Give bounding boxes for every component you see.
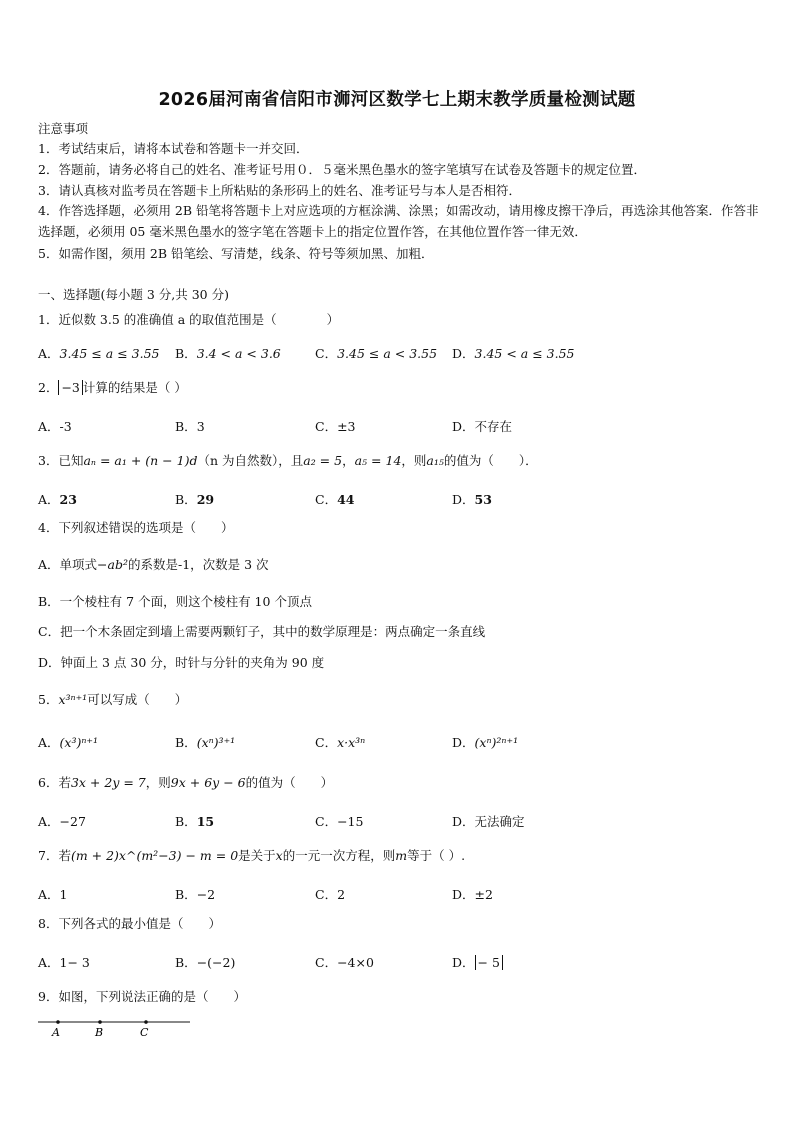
q7-mid2: 的一元一次方程，则	[282, 848, 396, 863]
q6-b-text: 15	[196, 814, 215, 829]
q6-expr: 9x + 6y − 6	[170, 775, 246, 790]
q3-stem: 3．已知aₙ = a₁ + (n − 1)d（n 为自然数），且a₂ = 5，a₅ = 14，则a₁₅的值为（ ）．	[38, 453, 538, 468]
q4-a-post: 的系数是-1，次数是 3 次	[127, 557, 269, 572]
q7-option-d: D．±2	[452, 887, 493, 902]
q7-d-text: ±2	[474, 887, 493, 902]
q7-b-text: −2	[196, 887, 216, 902]
q7-option-a: A．1	[38, 887, 68, 902]
q8-option-a: A．1− 3	[38, 955, 90, 970]
q5-option-a: A．(x³)ⁿ⁺¹	[38, 735, 99, 750]
notice-item-3: 3．请认真核对监考员在答题卡上所粘贴的条形码上的姓名、准考证号与本人是否相符．	[38, 183, 521, 198]
q6-option-b: B．15	[175, 814, 215, 829]
q7-m: m	[395, 848, 408, 863]
q2-c-text: ±3	[337, 419, 356, 434]
q1-d-text: 3.45 < a ≤ 3.55	[474, 346, 575, 361]
q2-stem	[38, 380, 187, 396]
q3-option-b: B．29	[175, 492, 215, 507]
q8-option-d: D． − 5	[452, 953, 503, 971]
q3-option-c: C．44	[315, 492, 355, 507]
q1-option-d: D．3.45 < a ≤ 3.55	[452, 346, 575, 361]
q3-option-a: A．23	[38, 492, 77, 507]
q2-num: 2．	[38, 380, 59, 395]
q3-a-text: 23	[59, 492, 77, 507]
q7-mid: 是关于	[238, 848, 276, 863]
point-b-label: B	[95, 1026, 104, 1039]
q3-option-d: D．53	[452, 492, 492, 507]
q6-option-c: C．−15	[315, 814, 364, 829]
point-c-label: C	[140, 1026, 149, 1039]
q1-a-text: 3.45 ≤ a ≤ 3.55	[59, 346, 160, 361]
notice-item-2: 2．答题前，请务必将自己的姓名、准考证号用０．５毫米黑色墨水的签字笔填写在试卷及答题卡的规定位置．	[38, 162, 646, 177]
notice-heading: 注意事项	[38, 121, 89, 136]
q1-stem: 1．近似数 3.5 的准确值 a 的取值范围是（ ）	[38, 312, 340, 327]
q2-b-text: 3	[196, 419, 205, 434]
q8-option-c: C．−4×0	[315, 955, 374, 970]
q3-cond2: a₅ = 14	[354, 453, 402, 468]
q2-d-text: 不存在	[474, 419, 513, 434]
q5-c-text: x·x³ⁿ	[337, 735, 366, 750]
exam-title: 2026届河南省信阳市浉河区数学七上期末教学质量检测试题	[158, 90, 636, 110]
point-a-dot	[56, 1020, 60, 1024]
q5-option-d: D．(xⁿ)²ⁿ⁺¹	[452, 735, 519, 750]
q1-option-b: B．3.4 < a < 3.6	[175, 346, 281, 361]
q4-option-c: C．把一个木条固定到墙上需要两颗钉子，其中的数学原理是：两点确定一条直线	[38, 624, 486, 639]
q8-option-b: B．−(−2)	[175, 955, 236, 970]
q4-option-a	[38, 557, 269, 573]
q6-a-text: −27	[59, 814, 86, 829]
q1-option-a: A．3.45 ≤ a ≤ 3.55	[38, 346, 160, 361]
q6-stem	[38, 775, 333, 791]
q2-option-a: A．-3	[38, 419, 72, 434]
point-a-label: A	[52, 1026, 60, 1039]
point-b-dot	[98, 1020, 102, 1024]
q5-num: 5．	[38, 692, 59, 707]
q5-expr: x³ⁿ⁺¹	[58, 692, 88, 707]
q1-c-text: 3.45 ≤ a < 3.55	[337, 346, 438, 361]
q9-line-figure	[36, 1014, 196, 1040]
q3-tail: 的值为（ ）．	[443, 453, 538, 468]
q5-b-text: (xⁿ)³⁺¹	[196, 735, 236, 750]
q4-a-pre: A．单项式	[38, 557, 98, 572]
q5-a-text: (x³)ⁿ⁺¹	[59, 735, 99, 750]
q3-mid: （n 为自然数），且	[197, 453, 304, 468]
q6-tail: 的值为（ ）	[245, 775, 334, 790]
q3-d-text: 53	[474, 492, 492, 507]
q6-cond: 3x + 2y = 7	[70, 775, 146, 790]
q7-var: x	[275, 848, 283, 863]
q7-eq: (m + 2)x^(m²−3) − m = 0	[70, 848, 239, 863]
q4-option-b: B．一个棱柱有 7 个面，则这个棱柱有 10 个顶点	[38, 594, 312, 609]
q3-target: a₁₅	[426, 453, 444, 468]
q7-pre: 7．若	[38, 848, 71, 863]
q5-d-text: (xⁿ)²ⁿ⁺¹	[474, 735, 519, 750]
notice-item-4: 4．作答选择题，必须用 2B 铅笔将答题卡上对应选项的方框涂满、涂黑；如需改动，请用橡皮擦干净后，再选涂其他答案．作答非选择题，必须用 05 毫米黑色墨水的签字笔在答题卡上的指定位置作答，在其他位置作答一律无效．	[38, 203, 759, 239]
q2-a-text: -3	[59, 419, 72, 434]
q6-c-text: −15	[337, 814, 364, 829]
q7-c-text: 2	[337, 887, 346, 902]
q4-option-d: D．钟面上 3 点 30 分，时针与分针的夹角为 90 度	[38, 655, 325, 670]
q1-option-c: C．3.45 ≤ a < 3.55	[315, 346, 438, 361]
q7-tail: 等于（ ）.	[407, 848, 466, 863]
q3-c-text: 44	[337, 492, 355, 507]
q2-option-b: B．3	[175, 419, 205, 434]
q8-stem: 8．下列各式的最小值是（ ）	[38, 916, 221, 931]
q6-option-a: A．−27	[38, 814, 86, 829]
q8-c-text: −4×0	[337, 955, 374, 970]
notice-item-5: 5．如需作图，须用 2B 铅笔绘、写清楚，线条、符号等须加黑、加粗．	[38, 246, 434, 261]
q4-a-expr: −ab²	[97, 557, 128, 572]
section-heading: 一、选择题(每小题 3 分,共 30 分)	[38, 287, 229, 302]
q9-stem: 9．如图，下列说法正确的是（ ）	[38, 989, 246, 1004]
q8-d-text: − 5	[475, 955, 503, 970]
q7-a-text: 1	[59, 887, 68, 902]
q8-a-text: 1− 3	[59, 955, 90, 970]
q5-stem	[38, 692, 187, 708]
q7-option-c: C．2	[315, 887, 346, 902]
q1-b-text: 3.4 < a < 3.6	[196, 346, 281, 361]
notice-item-1: 1．考试结束后，请将本试卷和答题卡一并交回．	[38, 141, 309, 156]
q5-tail: 可以写成（ ）	[87, 692, 188, 707]
point-c-dot	[144, 1020, 148, 1024]
q2-abs: −3	[58, 380, 82, 395]
q8-b-text: −(−2)	[196, 955, 236, 970]
q7-stem	[38, 848, 465, 864]
q3-cond1: a₂ = 5	[303, 453, 343, 468]
q2-option-d: D．不存在	[452, 419, 513, 434]
q6-pre: 6．若	[38, 775, 71, 790]
q3-formula: aₙ = a₁ + (n − 1)d	[83, 453, 198, 468]
q6-d-text: 无法确定	[474, 814, 525, 829]
q5-option-b: B．(xⁿ)³⁺¹	[175, 735, 236, 750]
q6-option-d: D．无法确定	[452, 814, 525, 829]
q4-stem: 4．下列叙述错误的选项是（ ）	[38, 520, 234, 535]
q2-option-c: C．±3	[315, 419, 356, 434]
q5-option-c: C．x·x³ⁿ	[315, 735, 366, 750]
q3-post: ，则	[401, 453, 427, 468]
q6-mid: ，则	[145, 775, 171, 790]
q2-tail: 计算的结果是（ ）	[82, 380, 187, 395]
q3-b-text: 29	[196, 492, 215, 507]
q7-option-b: B．−2	[175, 887, 216, 902]
q3-pre: 3．已知	[38, 453, 84, 468]
